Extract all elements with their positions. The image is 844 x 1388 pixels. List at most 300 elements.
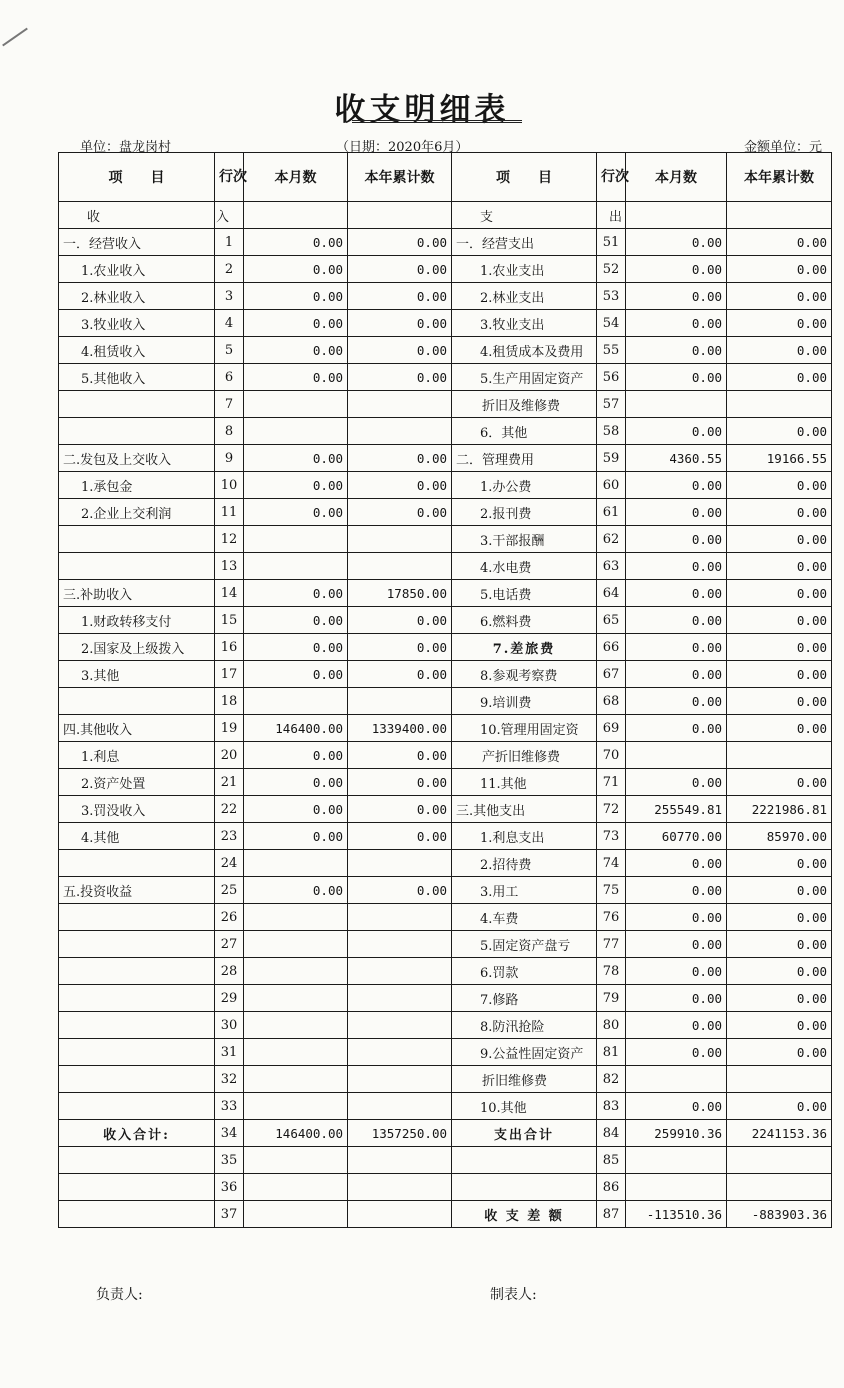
left-item-cell: 三.补助收入 (59, 580, 215, 607)
left-item-cell: 一．经营收入 (59, 229, 215, 256)
left-month-cell (244, 931, 348, 958)
right-line-no-cell: 61 (597, 499, 626, 526)
left-month-cell: 0.00 (244, 256, 348, 283)
left-month-cell (244, 958, 348, 985)
right-ytd-cell (727, 742, 832, 769)
left-month-cell: 146400.00 (244, 1120, 348, 1147)
table-row (59, 769, 832, 796)
left-ytd-cell (348, 526, 452, 553)
left-month-cell: 0.00 (244, 634, 348, 661)
right-item-cell: 7.差旅费 (452, 634, 597, 661)
table-row (59, 796, 832, 823)
right-ytd-cell: 0.00 (727, 499, 832, 526)
left-ytd-cell: 0.00 (348, 229, 452, 256)
table-row (59, 634, 832, 661)
table-row (59, 931, 832, 958)
right-item-cell: 产折旧维修费 (452, 742, 597, 769)
left-item-cell: 2.林业收入 (59, 283, 215, 310)
right-item-cell: 一．经营支出 (452, 229, 597, 256)
right-line-no-cell: 54 (597, 310, 626, 337)
right-line-no-cell: 76 (597, 904, 626, 931)
right-ytd-cell: 0.00 (727, 715, 832, 742)
right-ytd-cell: 0.00 (727, 310, 832, 337)
left-line-no-cell: 24 (215, 850, 244, 877)
right-ytd-cell: 85970.00 (727, 823, 832, 850)
left-month-cell: 0.00 (244, 823, 348, 850)
table-row (59, 283, 832, 310)
right-ytd-cell: 0.00 (727, 607, 832, 634)
right-line-no-cell: 70 (597, 742, 626, 769)
right-ytd-cell: 19166.55 (727, 445, 832, 472)
left-month-cell: 0.00 (244, 796, 348, 823)
right-ytd-cell: 0.00 (727, 364, 832, 391)
left-item-cell: 四.其他收入 (59, 715, 215, 742)
left-month-cell (244, 1174, 348, 1201)
table-row (59, 499, 832, 526)
right-item-cell: 9.培训费 (452, 688, 597, 715)
right-line-no-cell: 84 (597, 1120, 626, 1147)
table-row (59, 877, 832, 904)
left-line-no-cell: 30 (215, 1012, 244, 1039)
left-month-cell (244, 418, 348, 445)
right-ytd-cell: 2221986.81 (727, 796, 832, 823)
right-month-cell: 0.00 (626, 715, 727, 742)
left-ytd-cell: 1357250.00 (348, 1120, 452, 1147)
right-line-no-cell: 63 (597, 553, 626, 580)
right-item-cell: 1.利息支出 (452, 823, 597, 850)
right-item-cell: 8.参观考察费 (452, 661, 597, 688)
header-month-right: 本月数 (626, 153, 727, 202)
left-line-no-cell: 9 (215, 445, 244, 472)
left-item-cell: 4.其他 (59, 823, 215, 850)
right-ytd-cell: -883903.36 (727, 1201, 832, 1228)
left-ytd-cell: 0.00 (348, 877, 452, 904)
header-line-no-left: 行次 (215, 153, 244, 202)
right-line-no-cell: 74 (597, 850, 626, 877)
left-line-no-cell: 23 (215, 823, 244, 850)
table-row (59, 850, 832, 877)
right-month-cell: 0.00 (626, 904, 727, 931)
table-row (59, 1201, 832, 1228)
right-ytd-cell: 0.00 (727, 337, 832, 364)
left-item-cell: 2.企业上交利润 (59, 499, 215, 526)
right-month-cell: 0.00 (626, 526, 727, 553)
right-item-cell: 4.车费 (452, 904, 597, 931)
date-label: （日期：2020年6月） (336, 140, 469, 155)
left-item-cell: 2.资产处置 (59, 769, 215, 796)
left-line-no-cell: 1 (215, 229, 244, 256)
right-month-cell: 0.00 (626, 1039, 727, 1066)
left-month-cell: 0.00 (244, 499, 348, 526)
left-item-cell (59, 1147, 215, 1174)
right-line-no-cell: 65 (597, 607, 626, 634)
left-item-cell (59, 850, 215, 877)
header-ytd-left: 本年累计数 (348, 153, 452, 202)
right-line-no-cell: 52 (597, 256, 626, 283)
left-ytd-cell: 0.00 (348, 445, 452, 472)
right-ytd-cell: 0.00 (727, 958, 832, 985)
right-item-cell: 4.租赁成本及费用 (452, 337, 597, 364)
left-month-cell (244, 553, 348, 580)
left-month-cell: 0.00 (244, 310, 348, 337)
left-ytd-cell: 0.00 (348, 823, 452, 850)
right-line-no-cell: 53 (597, 283, 626, 310)
table-row (59, 526, 832, 553)
table-row (59, 1093, 832, 1120)
left-item-cell (59, 958, 215, 985)
left-line-no-cell: 31 (215, 1039, 244, 1066)
left-ytd-cell (348, 418, 452, 445)
table-row (59, 256, 832, 283)
right-item-cell: 2.招待费 (452, 850, 597, 877)
table-row (59, 472, 832, 499)
left-ytd-cell (348, 1174, 452, 1201)
table-row (59, 661, 832, 688)
left-item-cell: 5.其他收入 (59, 364, 215, 391)
responsible-person-label: 负责人: (96, 1287, 143, 1303)
left-ytd-cell: 0.00 (348, 472, 452, 499)
left-line-no-cell: 5 (215, 337, 244, 364)
right-month-cell (626, 742, 727, 769)
right-line-no-cell: 64 (597, 580, 626, 607)
left-line-no-cell: 3 (215, 283, 244, 310)
unit-label: 单位：盘龙岗村 (80, 140, 172, 155)
right-line-no-cell: 69 (597, 715, 626, 742)
right-line-no-cell: 55 (597, 337, 626, 364)
right-line-no-cell: 58 (597, 418, 626, 445)
right-ytd-cell: 2241153.36 (727, 1120, 832, 1147)
left-line-no-cell: 29 (215, 985, 244, 1012)
right-item-cell: 11.其他 (452, 769, 597, 796)
left-month-cell: 0.00 (244, 445, 348, 472)
right-ytd-cell: 0.00 (727, 985, 832, 1012)
header-ytd-right: 本年累计数 (727, 153, 832, 202)
left-item-cell (59, 1012, 215, 1039)
right-ytd-cell (727, 1066, 832, 1093)
right-line-no-cell: 72 (597, 796, 626, 823)
table-row (59, 607, 832, 634)
right-month-cell: 0.00 (626, 958, 727, 985)
table-row (59, 958, 832, 985)
right-item-cell: 6.罚款 (452, 958, 597, 985)
left-item-cell (59, 1201, 215, 1228)
left-item-cell (59, 418, 215, 445)
table-row (59, 580, 832, 607)
right-item-cell (452, 1174, 597, 1201)
left-line-no-cell: 33 (215, 1093, 244, 1120)
left-ytd-cell: 0.00 (348, 607, 452, 634)
left-line-no-cell: 21 (215, 769, 244, 796)
right-line-no-cell: 56 (597, 364, 626, 391)
right-month-cell: 0.00 (626, 850, 727, 877)
table-row (59, 1039, 832, 1066)
right-month-cell: 0.00 (626, 607, 727, 634)
left-month-cell: 0.00 (244, 283, 348, 310)
table-row (59, 688, 832, 715)
left-item-cell (59, 931, 215, 958)
preparer-label: 制表人: (490, 1287, 537, 1303)
right-item-cell: 3.用工 (452, 877, 597, 904)
table-row (59, 310, 832, 337)
right-ytd-cell: 0.00 (727, 1012, 832, 1039)
left-month-cell (244, 1201, 348, 1228)
left-month-cell (244, 391, 348, 418)
right-ytd-cell: 0.00 (727, 634, 832, 661)
left-month-cell (244, 202, 348, 229)
right-item-cell: 支出合计 (452, 1120, 597, 1147)
header-line-no-right: 行次 (597, 153, 626, 202)
left-item-cell: 3.牧业收入 (59, 310, 215, 337)
left-ytd-cell (348, 958, 452, 985)
left-line-no-cell: 8 (215, 418, 244, 445)
right-ytd-cell (727, 1147, 832, 1174)
left-ytd-cell: 0.00 (348, 256, 452, 283)
right-month-cell: 0.00 (626, 580, 727, 607)
left-month-cell (244, 1039, 348, 1066)
left-ytd-cell (348, 688, 452, 715)
left-month-cell (244, 850, 348, 877)
table-row (59, 391, 832, 418)
right-month-cell: 60770.00 (626, 823, 727, 850)
left-ytd-cell (348, 1093, 452, 1120)
right-item-cell: 3.牧业支出 (452, 310, 597, 337)
left-ytd-cell: 0.00 (348, 283, 452, 310)
right-item-cell: 4.水电费 (452, 553, 597, 580)
right-line-no-cell: 81 (597, 1039, 626, 1066)
right-line-no-cell: 80 (597, 1012, 626, 1039)
left-ytd-cell (348, 1039, 452, 1066)
table-row (59, 1120, 832, 1147)
left-ytd-cell: 0.00 (348, 364, 452, 391)
right-item-cell: 2.报刊费 (452, 499, 597, 526)
right-line-no-cell: 75 (597, 877, 626, 904)
left-month-cell (244, 904, 348, 931)
right-ytd-cell: 0.00 (727, 256, 832, 283)
left-line-no-cell: 11 (215, 499, 244, 526)
left-item-cell (59, 985, 215, 1012)
table-row (59, 364, 832, 391)
right-ytd-cell (727, 202, 832, 229)
right-ytd-cell: 0.00 (727, 904, 832, 931)
right-item-cell: 1.办公费 (452, 472, 597, 499)
left-item-cell (59, 391, 215, 418)
left-month-cell: 0.00 (244, 877, 348, 904)
right-line-no-cell: 66 (597, 634, 626, 661)
right-ytd-cell: 0.00 (727, 418, 832, 445)
table-row (59, 202, 832, 229)
right-month-cell: 0.00 (626, 418, 727, 445)
left-ytd-cell: 0.00 (348, 499, 452, 526)
right-ytd-cell: 0.00 (727, 229, 832, 256)
left-line-no-cell: 12 (215, 526, 244, 553)
left-item-cell: 1.利息 (59, 742, 215, 769)
left-ytd-cell (348, 391, 452, 418)
right-item-cell: 5.电话费 (452, 580, 597, 607)
header-month-left: 本月数 (244, 153, 348, 202)
left-line-no-cell: 16 (215, 634, 244, 661)
left-line-no-cell: 27 (215, 931, 244, 958)
left-month-cell (244, 1093, 348, 1120)
left-item-cell: 3.罚没收入 (59, 796, 215, 823)
left-month-cell: 0.00 (244, 769, 348, 796)
right-line-no-cell: 78 (597, 958, 626, 985)
left-line-no-cell: 35 (215, 1147, 244, 1174)
left-line-no-cell: 37 (215, 1201, 244, 1228)
left-line-no-cell: 2 (215, 256, 244, 283)
right-line-no-cell: 68 (597, 688, 626, 715)
right-line-no-cell: 85 (597, 1147, 626, 1174)
table-row (59, 553, 832, 580)
right-ytd-cell: 0.00 (727, 661, 832, 688)
table-row (59, 823, 832, 850)
left-item-cell: 1.农业收入 (59, 256, 215, 283)
right-ytd-cell (727, 391, 832, 418)
right-item-cell: 3.干部报酬 (452, 526, 597, 553)
right-item-cell: 1.农业支出 (452, 256, 597, 283)
right-line-no-cell: 73 (597, 823, 626, 850)
left-line-no-cell: 32 (215, 1066, 244, 1093)
right-month-cell: 0.00 (626, 229, 727, 256)
right-month-cell: 4360.55 (626, 445, 727, 472)
right-month-cell: 0.00 (626, 283, 727, 310)
left-line-no-cell: 28 (215, 958, 244, 985)
left-ytd-cell (348, 202, 452, 229)
table-row (59, 985, 832, 1012)
title-underline (352, 120, 522, 123)
right-item-cell: 10.其他 (452, 1093, 597, 1120)
left-ytd-cell (348, 1147, 452, 1174)
right-month-cell: 0.00 (626, 769, 727, 796)
right-month-cell: 0.00 (626, 364, 727, 391)
table-row (59, 742, 832, 769)
right-month-cell: 0.00 (626, 553, 727, 580)
right-item-cell: 6．其他 (452, 418, 597, 445)
right-month-cell: 0.00 (626, 310, 727, 337)
left-item-cell (59, 1093, 215, 1120)
table-row (59, 418, 832, 445)
left-month-cell: 0.00 (244, 580, 348, 607)
header-item-left: 项 目 (59, 153, 215, 202)
left-line-no-cell: 22 (215, 796, 244, 823)
left-month-cell (244, 1066, 348, 1093)
left-item-cell: 二.发包及上交收入 (59, 445, 215, 472)
right-month-cell: 255549.81 (626, 796, 727, 823)
right-line-no-cell: 57 (597, 391, 626, 418)
table-row (59, 1066, 832, 1093)
left-line-no-cell: 18 (215, 688, 244, 715)
right-month-cell: 0.00 (626, 877, 727, 904)
right-item-cell: 2.林业支出 (452, 283, 597, 310)
right-month-cell: 0.00 (626, 337, 727, 364)
left-month-cell (244, 1147, 348, 1174)
right-line-no-cell: 83 (597, 1093, 626, 1120)
income-expense-table (58, 152, 832, 1228)
left-ytd-cell: 1339400.00 (348, 715, 452, 742)
left-item-cell: 4.租赁收入 (59, 337, 215, 364)
right-item-cell: 收 支 差 额 (452, 1201, 597, 1228)
right-ytd-cell: 0.00 (727, 877, 832, 904)
left-line-no-cell: 36 (215, 1174, 244, 1201)
right-ytd-cell: 0.00 (727, 1093, 832, 1120)
left-line-no-cell: 6 (215, 364, 244, 391)
left-month-cell: 0.00 (244, 229, 348, 256)
left-item-cell: 五.投资收益 (59, 877, 215, 904)
left-item-cell (59, 1039, 215, 1066)
table-row (59, 337, 832, 364)
table-row (59, 1147, 832, 1174)
table-row (59, 904, 832, 931)
right-month-cell (626, 1147, 727, 1174)
right-ytd-cell: 0.00 (727, 688, 832, 715)
left-ytd-cell: 0.00 (348, 742, 452, 769)
right-month-cell: 0.00 (626, 472, 727, 499)
page-corner-mark (2, 28, 28, 47)
left-month-cell (244, 688, 348, 715)
left-line-no-cell: 25 (215, 877, 244, 904)
left-month-cell (244, 985, 348, 1012)
right-item-cell: 10.管理用固定资 (452, 715, 597, 742)
left-ytd-cell: 0.00 (348, 796, 452, 823)
left-ytd-cell: 0.00 (348, 634, 452, 661)
right-month-cell: 0.00 (626, 499, 727, 526)
left-line-no-cell: 4 (215, 310, 244, 337)
left-item-cell (59, 1066, 215, 1093)
right-month-cell: 0.00 (626, 931, 727, 958)
right-item-cell: 8.防汛抢险 (452, 1012, 597, 1039)
right-ytd-cell: 0.00 (727, 1039, 832, 1066)
left-ytd-cell: 17850.00 (348, 580, 452, 607)
right-item-cell: 二．管理费用 (452, 445, 597, 472)
left-item-cell (59, 526, 215, 553)
right-line-no-cell: 62 (597, 526, 626, 553)
left-line-no-cell: 7 (215, 391, 244, 418)
left-line-no-cell: 14 (215, 580, 244, 607)
right-item-cell: 5.固定资产盘亏 (452, 931, 597, 958)
left-ytd-cell: 0.00 (348, 310, 452, 337)
left-ytd-cell (348, 1012, 452, 1039)
left-ytd-cell (348, 1201, 452, 1228)
left-item-cell: 1.承包金 (59, 472, 215, 499)
right-month-cell (626, 1066, 727, 1093)
table-row (59, 1174, 832, 1201)
right-ytd-cell: 0.00 (727, 931, 832, 958)
right-line-no-cell: 77 (597, 931, 626, 958)
left-line-no-cell: 20 (215, 742, 244, 769)
right-month-cell (626, 1174, 727, 1201)
right-month-cell: 0.00 (626, 1012, 727, 1039)
left-line-no-cell: 26 (215, 904, 244, 931)
left-ytd-cell: 0.00 (348, 769, 452, 796)
left-month-cell: 0.00 (244, 337, 348, 364)
right-item-cell: 6.燃料费 (452, 607, 597, 634)
right-ytd-cell: 0.00 (727, 850, 832, 877)
left-item-cell: 3.其他 (59, 661, 215, 688)
right-month-cell: 0.00 (626, 634, 727, 661)
right-month-cell: 0.00 (626, 256, 727, 283)
left-month-cell: 0.00 (244, 742, 348, 769)
left-line-no-cell: 15 (215, 607, 244, 634)
right-item-cell: 5.生产用固定资产 (452, 364, 597, 391)
right-line-no-cell: 60 (597, 472, 626, 499)
right-ytd-cell: 0.00 (727, 526, 832, 553)
right-month-cell: 0.00 (626, 661, 727, 688)
right-ytd-cell: 0.00 (727, 769, 832, 796)
right-line-no-cell: 79 (597, 985, 626, 1012)
right-line-no-cell: 59 (597, 445, 626, 472)
left-ytd-cell: 0.00 (348, 661, 452, 688)
left-month-cell: 146400.00 (244, 715, 348, 742)
table-header-row (59, 153, 832, 202)
